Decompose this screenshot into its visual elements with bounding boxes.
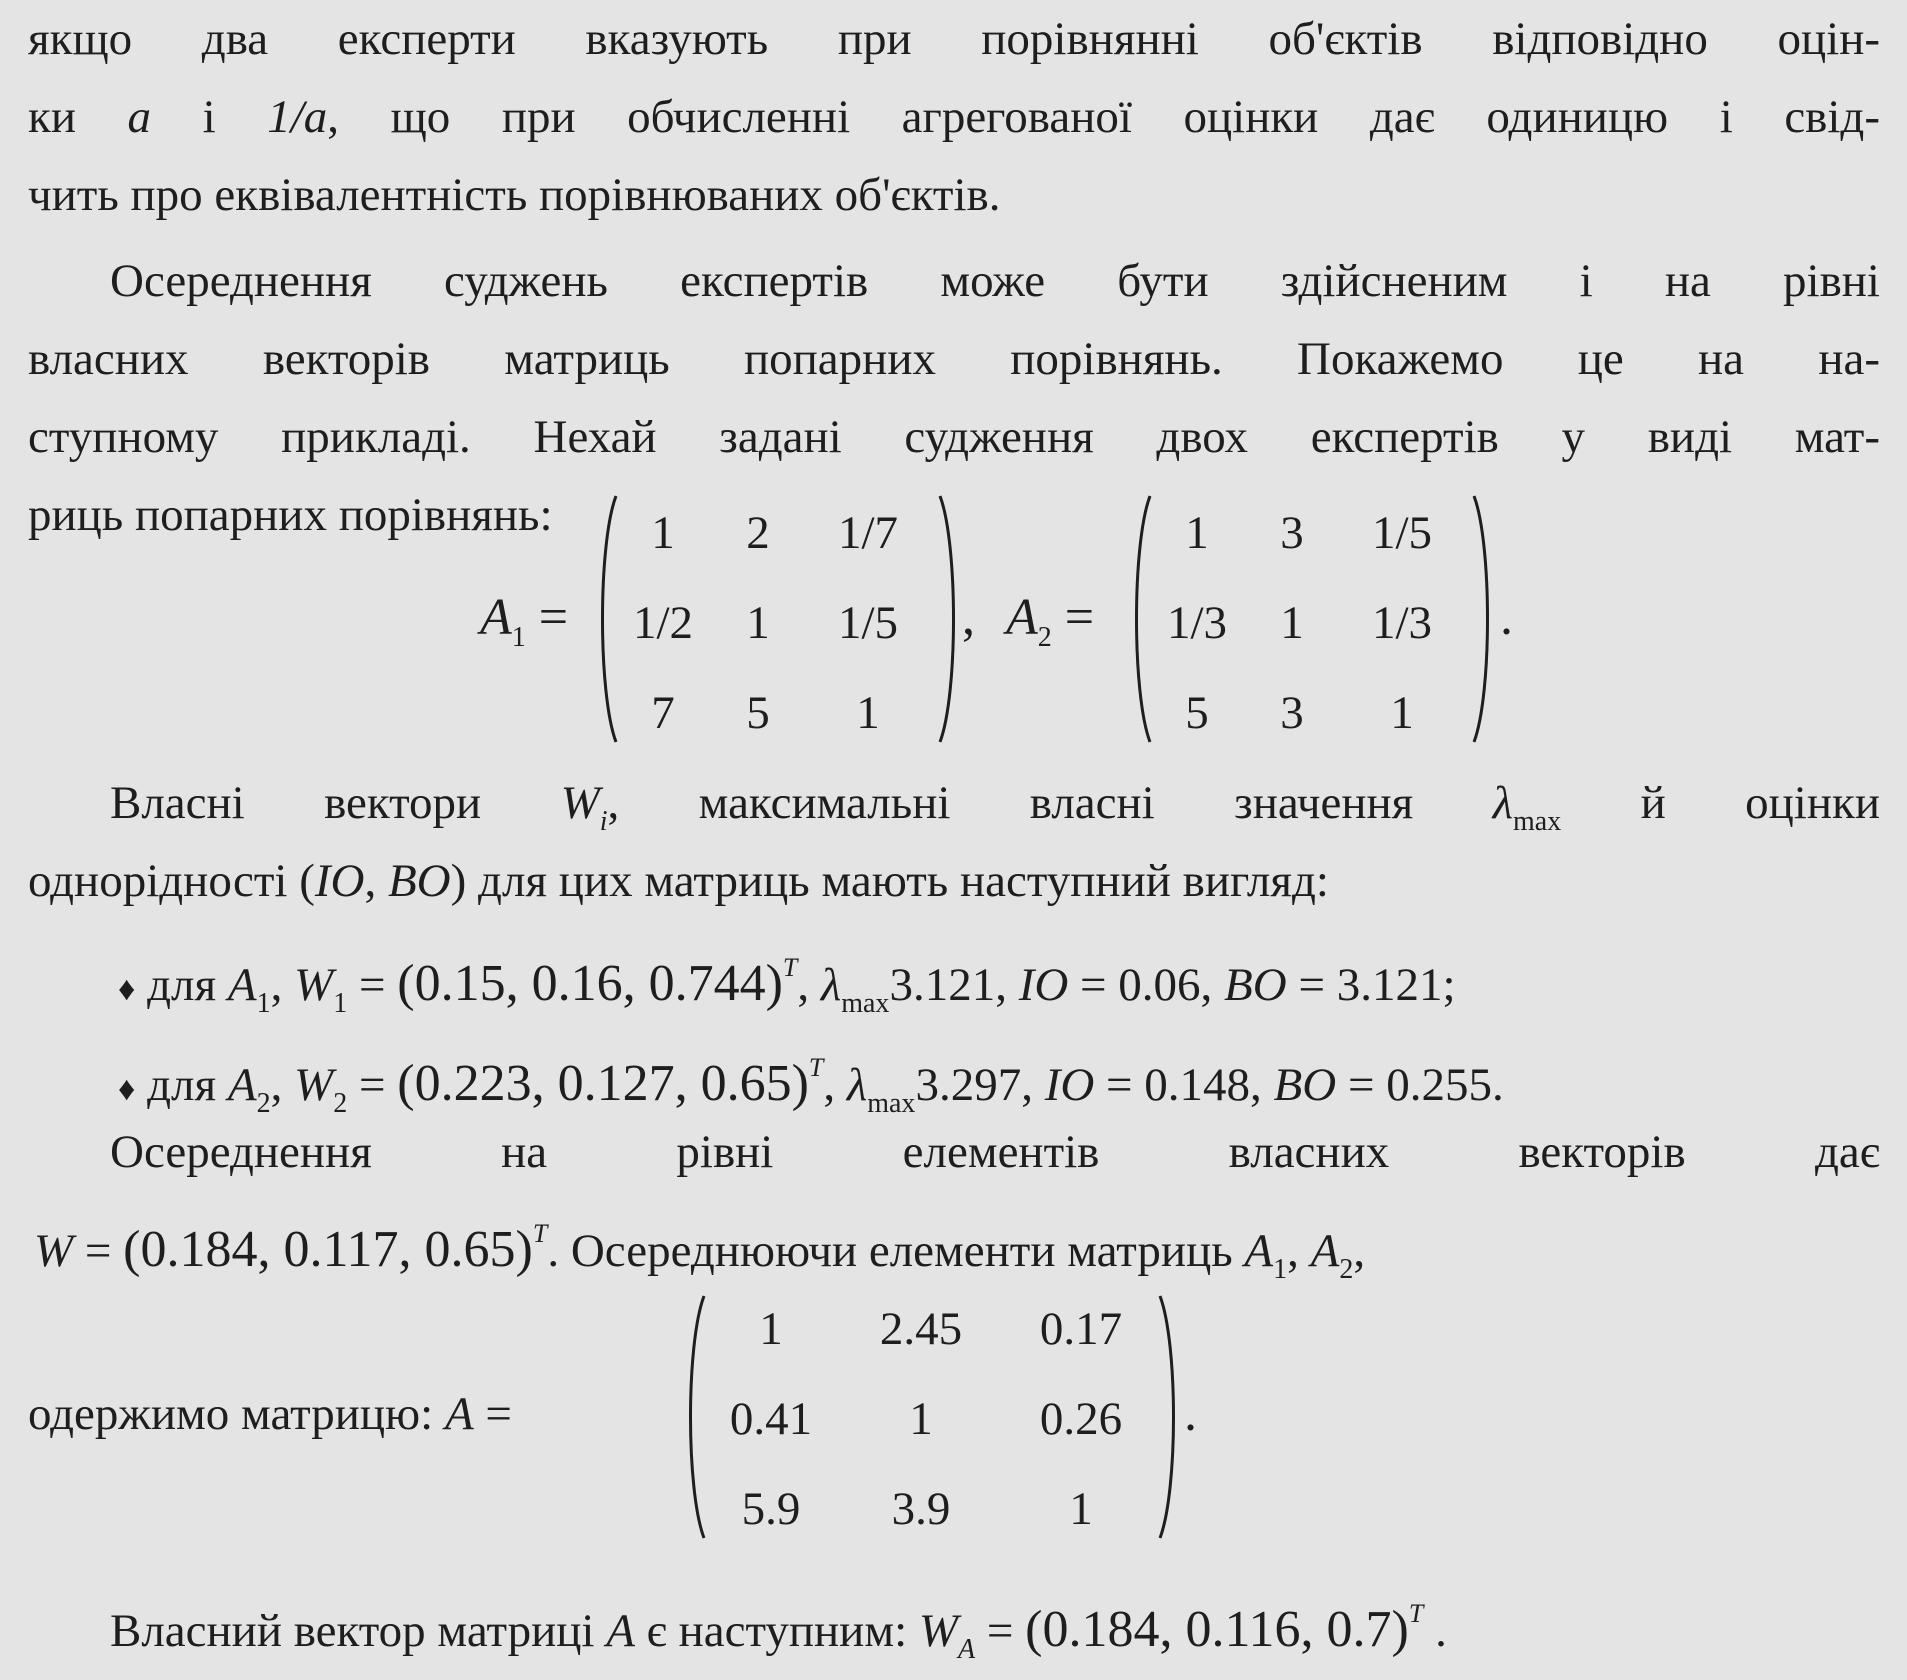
a2-right-paren [1472, 494, 1496, 744]
p2-line-1: Осереднення суджень експертів може бути здійсненим і на рівні [110, 255, 1880, 307]
matrix-a: 1 2.45 0.17 0.41 1 0.26 5.9 3.9 1 [729, 1303, 1123, 1535]
p1-line-3: чить про еквівалентність порівнюваних об'єктів. [28, 169, 1001, 221]
a2-label: $A_2$ = [1006, 589, 1095, 653]
p4-line-1: Осереднення на рівні елементів власних векторів дає [110, 1126, 1880, 1178]
p5-line-1: Власний вектор матриці A є наступним: $W_A = (0.184$, 0.116, 0.7)$^T$ . [110, 1599, 1447, 1665]
bullet-item-1: ♦ для $A_1$, $W_1 = (0.15$, 0.16, 0.744)$^T$, $\lambda_{max}3.121$, IO = 0.06, BO = 3.121; [118, 953, 1456, 1019]
a1-label: $A_1$ = [480, 589, 569, 653]
dot-1: . [1500, 589, 1513, 646]
matrix-a2: 1 3 1/5 1/3 1 1/3 5 3 1 [1166, 507, 1433, 739]
a-right-paren [1158, 1294, 1182, 1540]
p3-line-2: однорідності (IO, BO) для цих матриць мають наступний вигляд: [28, 855, 1329, 907]
p4-line-2: W = (0.184, 0.117, 0.65)$^T$. Осереднюючи елементи матриць $A_1$, $A_2$, [34, 1219, 1366, 1285]
bullet-item-2: ♦ для $A_2$, $W_2 = (0.223$, 0.127, 0.65)$^T$, $\lambda_{max}3.297$, IO = 0.148, BO = 0.255. [118, 1053, 1504, 1119]
a2-left-paren [1128, 494, 1152, 744]
p2-line-3: ступному прикладі. Нехай задані судження двох експертів у виді мат- [28, 411, 1880, 463]
p3-line-1: Власні вектори $W_i$, максимальні власні значення $\lambda_{max}$ й оцінки [110, 777, 1880, 837]
dot-2: . [1184, 1385, 1197, 1442]
p1-line-1: якщо два експерти вказують при порівнянні об'єктів відповідно оцін- [28, 13, 1880, 65]
p2-line-4: риць попарних порівнянь: [28, 489, 553, 541]
a-left-paren [682, 1294, 706, 1540]
p1-line-2: ки a і 1/a, що при обчисленні агрегованої оцінки дає одиницю і свід- [28, 91, 1880, 143]
matrix-a1: 1 2 1/7 1/2 1 1/5 7 5 1 [632, 507, 899, 739]
a1-right-paren [938, 494, 962, 744]
comma-1: , [962, 589, 975, 646]
eq2-lead: одержимо матрицю: A = [28, 1388, 512, 1440]
a1-left-paren [594, 494, 618, 744]
p2-line-2: власних векторів матриць попарних порівнянь. Покажемо це на на- [28, 333, 1880, 385]
